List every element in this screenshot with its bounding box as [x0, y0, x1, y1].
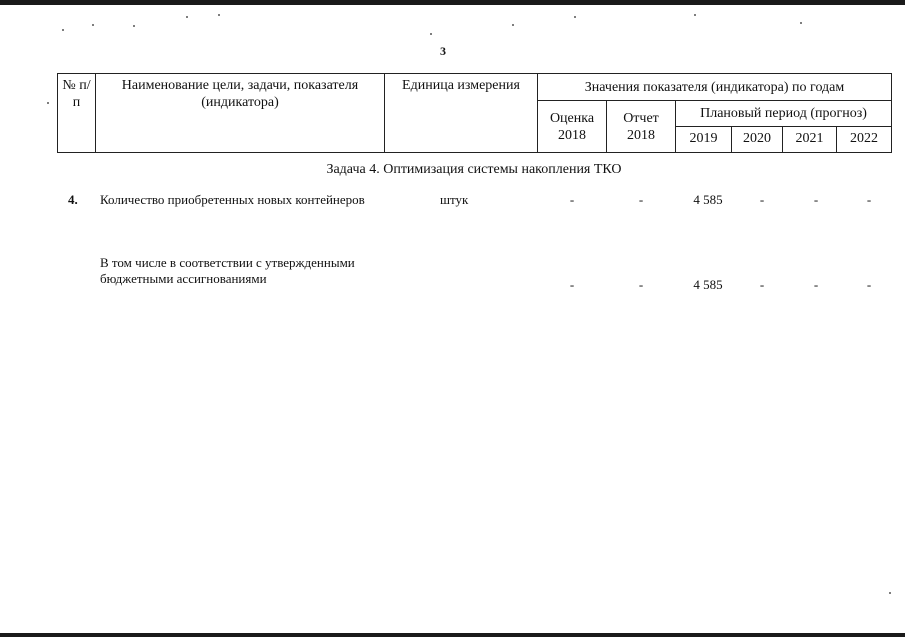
top-border-rule [0, 0, 905, 5]
bottom-border-rule [0, 633, 905, 637]
header-estimate-2018: Оценка 2018 [538, 101, 607, 153]
scan-speck [430, 33, 432, 35]
header-report-2018: Отчет 2018 [607, 101, 676, 153]
row-report-2018: - [638, 192, 644, 207]
scan-speck [800, 22, 802, 24]
row-name: Количество приобретенных новых контейнеров [100, 192, 365, 207]
row-number: 4. [68, 192, 78, 207]
header-values-by-year: Значения показателя (индикатора) по годам [538, 74, 892, 101]
header-year-2021: 2021 [783, 127, 837, 153]
row-value-2019: 4 585 [693, 192, 723, 207]
subrow-value-2019: 4 585 [693, 277, 723, 292]
subrow-value-2022: - [866, 277, 872, 292]
header-unit: Единица измерения [385, 74, 538, 153]
subrow-estimate-2018: - [569, 277, 575, 292]
scan-speck [133, 25, 135, 27]
scan-speck [186, 16, 188, 18]
page-number: 3 [440, 44, 446, 58]
scan-speck [62, 29, 64, 31]
scan-speck [512, 24, 514, 26]
scan-speck [889, 592, 891, 594]
header-year-2022: 2022 [837, 127, 892, 153]
header-year-2019: 2019 [676, 127, 732, 153]
row-unit: штук [440, 192, 469, 207]
scan-speck [694, 14, 696, 16]
scan-speck [218, 14, 220, 16]
header-number: № п/п [58, 74, 96, 153]
scan-speck [574, 16, 576, 18]
task-title: Задача 4. Оптимизация системы накопления ТКО [326, 162, 622, 177]
row-value-2022: - [866, 192, 872, 207]
indicator-header-table [57, 73, 892, 153]
subrow-value-2021: - [813, 277, 819, 292]
row-estimate-2018: - [569, 192, 575, 207]
scan-speck [92, 24, 94, 26]
subrow-value-2020: - [759, 277, 765, 292]
row-value-2021: - [813, 192, 819, 207]
row-value-2020: - [759, 192, 765, 207]
subrow-name: В том числе в соответствии с утвержденными бюджетными ассигнованиями [100, 255, 355, 286]
header-plan-period: Плановый период (прогноз) [676, 101, 892, 127]
subrow-report-2018: - [638, 277, 644, 292]
header-name: Наименование цели, задачи, показателя (индикатора) [96, 74, 385, 153]
scan-speck [47, 102, 49, 104]
header-year-2020: 2020 [732, 127, 783, 153]
